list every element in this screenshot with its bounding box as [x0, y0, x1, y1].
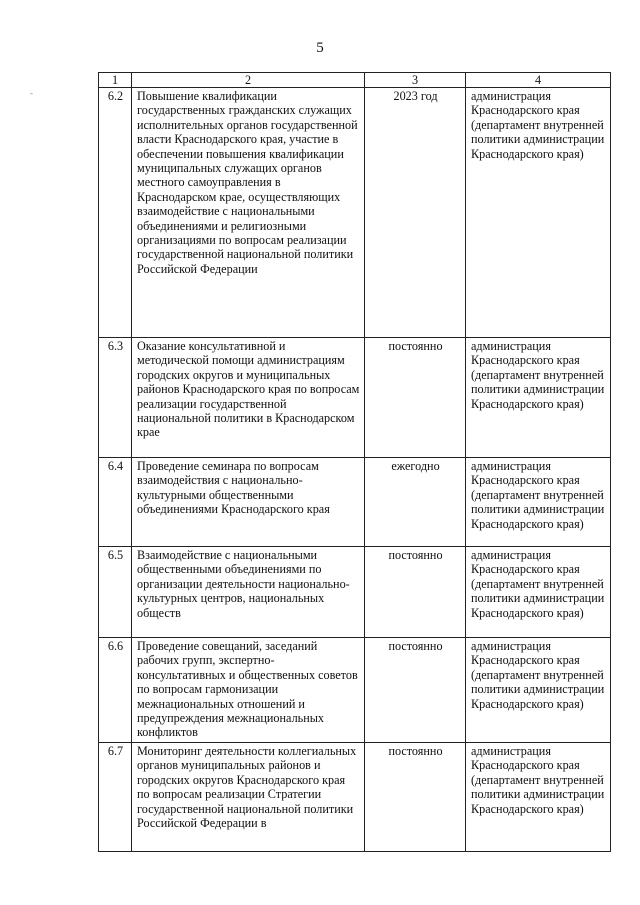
measure-text: Оказание консультативной и методической помощи администрациям городских округов и муниципальных районов Краснодарского края по вопросам реализации государственной национальной политики в Краснодарском крае [132, 338, 365, 458]
page-number: 5 [316, 40, 324, 56]
row-number: 6.6 [99, 638, 132, 743]
term-text: постоянно [365, 547, 466, 638]
responsible-text: администрация Краснодарского края (департамент внутренней политики администрации Краснодарского края) [466, 743, 611, 852]
column-header-term: 3 [365, 73, 466, 88]
column-header-number: 1 [99, 73, 132, 88]
table-row [99, 458, 611, 547]
term-text: постоянно [365, 743, 466, 852]
row-number: 6.2 [99, 88, 132, 338]
margin-mark: - [30, 88, 33, 98]
responsible-text: администрация Краснодарского края (департамент внутренней политики администрации Краснодарского края) [466, 338, 611, 458]
row-number: 6.7 [99, 743, 132, 852]
term-text: ежегодно [365, 458, 466, 547]
column-header-responsible: 4 [466, 73, 611, 88]
measure-text: Проведение семинара по вопросам взаимодействия с национально-культурными общественными объединениями Краснодарского края [132, 458, 365, 547]
table-row [99, 338, 611, 458]
responsible-text: администрация Краснодарского края (департамент внутренней политики администрации Краснодарского края) [466, 88, 611, 338]
table-row [99, 547, 611, 638]
column-header-measure: 2 [132, 73, 365, 88]
term-text: постоянно [365, 338, 466, 458]
measure-text: Мониторинг деятельности коллегиальных органов муниципальных районов и городских округов Краснодарского края по вопросам реализации Стратегии государственной национальной политики Российской Федерации в [132, 743, 365, 852]
measure-text: Проведение совещаний, заседаний рабочих групп, экспертно-консультативных и общественных советов по вопросам гармонизации межнациональных отношений и предупреждения межнациональных конфликтов [132, 638, 365, 743]
row-number: 6.5 [99, 547, 132, 638]
table-row [99, 743, 611, 852]
term-text: постоянно [365, 638, 466, 743]
row-number: 6.4 [99, 458, 132, 547]
responsible-text: администрация Краснодарского края (департамент внутренней политики администрации Краснодарского края) [466, 458, 611, 547]
responsible-text: администрация Краснодарского края (департамент внутренней политики администрации Краснодарского края) [466, 547, 611, 638]
term-text: 2023 год [365, 88, 466, 338]
row-number: 6.3 [99, 338, 132, 458]
header-row [99, 73, 611, 88]
table-row [99, 88, 611, 338]
measures-table [98, 72, 611, 852]
measure-text: Повышение квалификации государственных гражданских служащих исполнительных органов государственной власти Краснодарского края, участие в обеспечении повышения квалификации муниципальных служащих органов местного самоуправления в Краснодарском крае, осуществляющих взаимодействие с национальными объединениями и религиозными организациями по вопросам реализации государственной национальной политики Российской Федерации [132, 88, 365, 338]
measure-text: Взаимодействие с национальными общественными объединениями по организации деятельности национально-культурных центров, национальных обществ [132, 547, 365, 638]
table-row [99, 638, 611, 743]
responsible-text: администрация Краснодарского края (департамент внутренней политики администрации Краснодарского края) [466, 638, 611, 743]
